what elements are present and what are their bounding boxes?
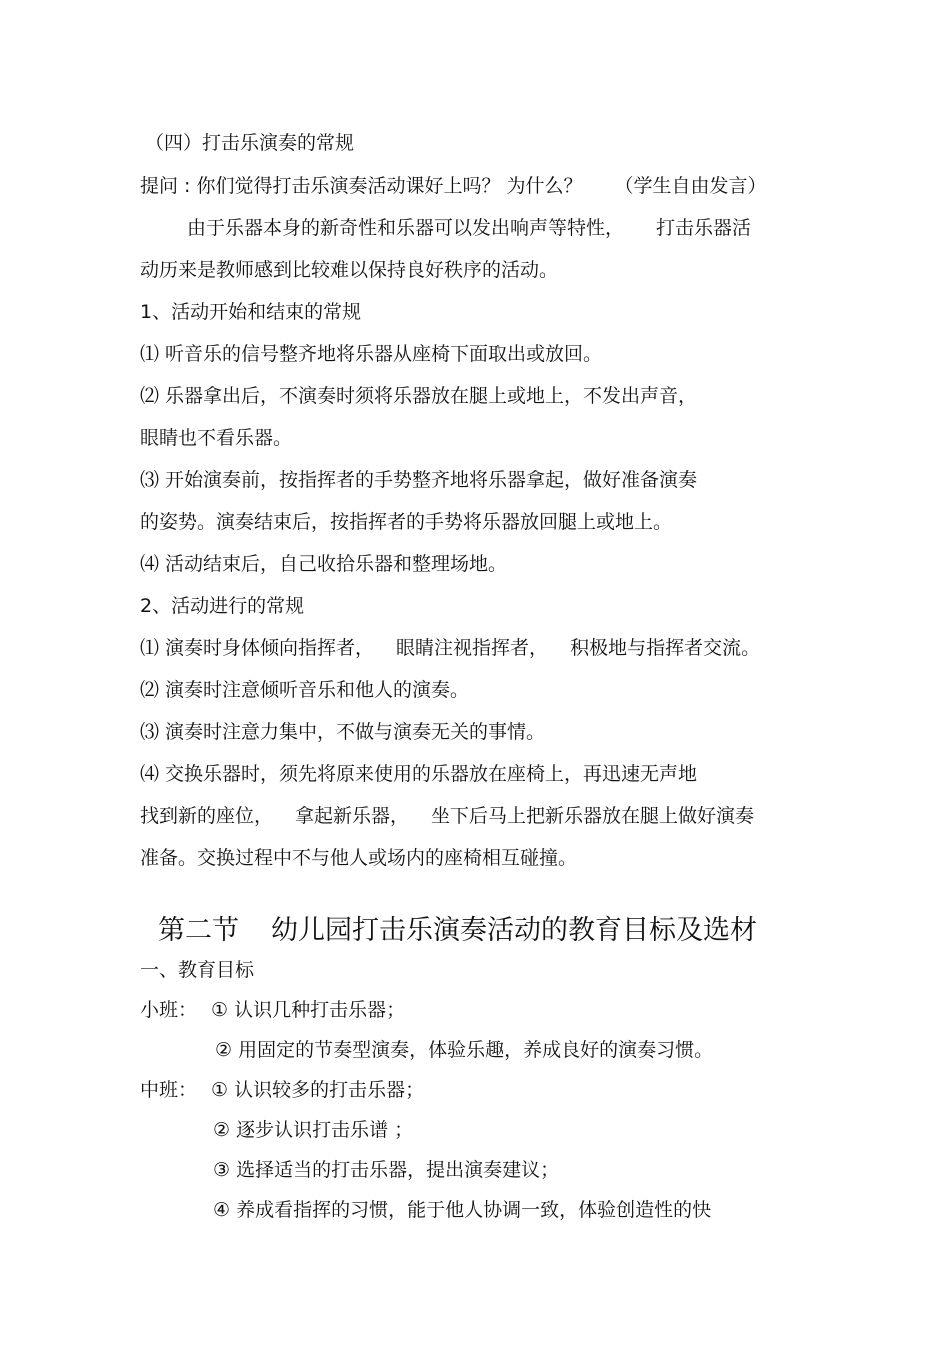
sub1-item-4: ⑷ 活动结束后，自己收拾乐器和整理场地。 bbox=[140, 553, 508, 575]
sub2-item-2: ⑵ 演奏时注意倾听音乐和他人的演奏。 bbox=[140, 679, 470, 701]
section-four-title: （四）打击乐演奏的常规 bbox=[145, 132, 355, 154]
intro-line-2: 动历来是教师感到比较难以保持良好秩序的活动。 bbox=[140, 259, 559, 281]
question-note: （学生自由发言） bbox=[614, 175, 767, 197]
sub2-item-1: ⑴ 演奏时身体倾向指挥者， 眼睛注视指挥者， 积极地与指挥者交流。 bbox=[140, 637, 761, 659]
subsection-1-title: 1、活动开始和结束的常规 bbox=[140, 301, 362, 323]
small-class-goal-2: ② 用固定的节奏型演奏，体验乐趣，养成良好的演奏习惯。 bbox=[215, 1039, 714, 1061]
question-text: 提问 : 你们觉得打击乐演奏活动课好上吗？ 为什么？ bbox=[140, 175, 583, 197]
middle-class-goal-3: ③ 选择适当的打击乐器，提出演奏建议； bbox=[213, 1159, 560, 1181]
intro-line-1: 由于乐器本身的新奇性和乐器可以发出响声等特性， 打击乐器活 bbox=[187, 217, 752, 239]
middle-class-label: 中班： bbox=[140, 1079, 198, 1101]
section-heading bbox=[158, 913, 757, 949]
sub1-item-2: ⑵ 乐器拿出后，不演奏时须将乐器放在腿上或地上，不发出声音， bbox=[140, 385, 698, 407]
section-heading-number: 第二节 bbox=[158, 915, 239, 946]
sub1-item-3: ⑶ 开始演奏前，按指挥者的手势整齐地将乐器拿起，做好准备演奏 bbox=[140, 469, 698, 491]
sub1-item-1: ⑴ 听音乐的信号整齐地将乐器从座椅下面取出或放回。 bbox=[140, 343, 603, 365]
goals-title: 一、教育目标 bbox=[140, 959, 255, 981]
section-heading-title: 幼儿园打击乐演奏活动的教育目标及选材 bbox=[271, 915, 757, 946]
sub2-item-4-cont-1: 找到新的座位， 拿起新乐器， 坐下后马上把新乐器放在腿上做好演奏 bbox=[140, 805, 755, 827]
small-class-goal-1: 小班： ① 认识几种打击乐器； bbox=[140, 999, 406, 1021]
sub2-item-3: ⑶ 演奏时注意力集中，不做与演奏无关的事情。 bbox=[140, 721, 546, 743]
sub1-item-3-cont: 的姿势。演奏结束后，按指挥者的手势将乐器放回腿上或地上。 bbox=[140, 511, 673, 533]
sub1-item-2-cont: 眼睛也不看乐器。 bbox=[140, 427, 293, 449]
middle-class-goal-2: ② 逐步认识打击乐谱 ； bbox=[213, 1119, 414, 1141]
sub2-item-4-cont-2: 准备。交换过程中不与他人或场内的座椅相互碰撞。 bbox=[140, 847, 578, 869]
sub2-item-4: ⑷ 交换乐器时，须先将原来使用的乐器放在座椅上，再迅速无声地 bbox=[140, 763, 698, 785]
question-line bbox=[140, 173, 767, 199]
small-class-label: 小班： bbox=[140, 999, 198, 1021]
middle-class-goal-4: ④ 养成看指挥的习惯，能于他人协调一致，体验创造性的快 bbox=[213, 1199, 712, 1221]
middle-class-goal-1: 中班： ① 认识较多的打击乐器； bbox=[140, 1079, 425, 1101]
subsection-2-title: 2、活动进行的常规 bbox=[140, 595, 305, 617]
